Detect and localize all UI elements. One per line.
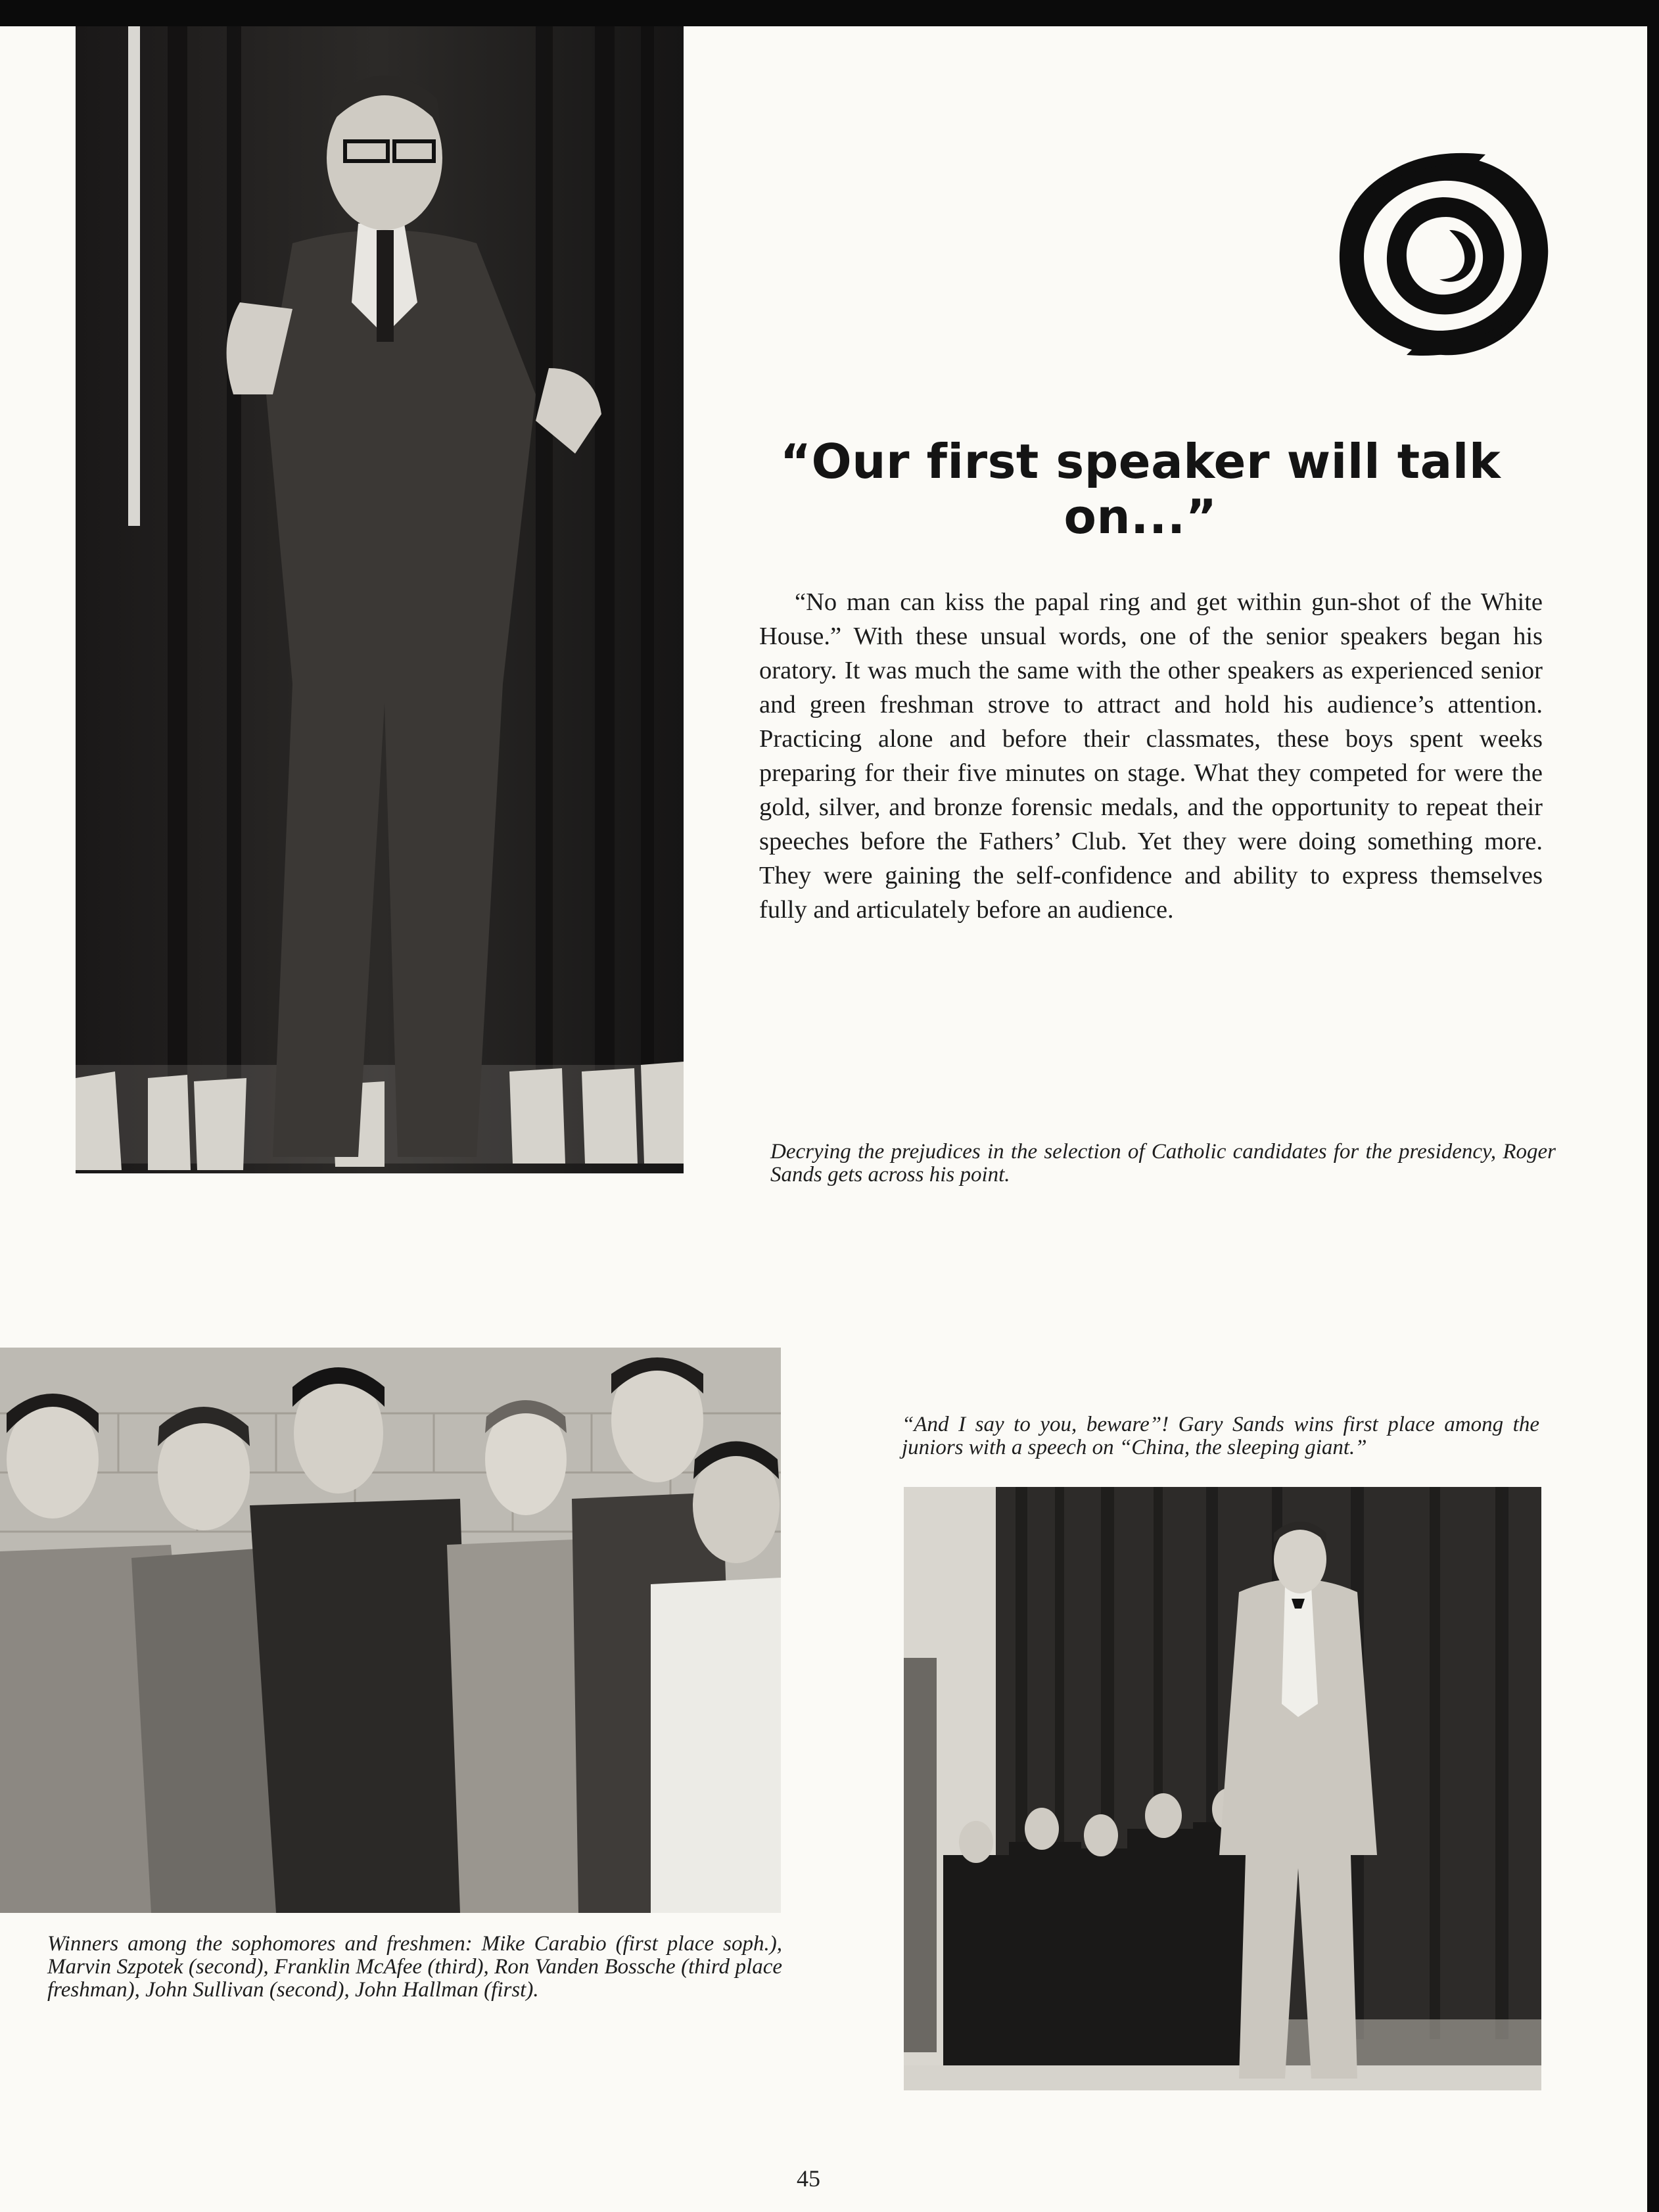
body-paragraph: “No man can kiss the papal ring and get within gun-shot of the White House.” With these unsual words, one of the senior speakers began his oratory. It was much the same with the other speakers as experienced senior and green freshman strove to attract and hold his audience’s attention. Practicing alone and before their classmates, these boys spent weeks preparing for their five minutes on stage. What they competed for were the gold, silver, and bronze forensic medals, and the opportunity to repeat their speeches before the Fathers’ Club. Yet they were doing something more. They were gaining the self-confidence and ability to express themselves fully and articulately before an audience. <box>759 588 1543 924</box>
photo-speaker-main <box>76 26 684 1173</box>
yearbook-page <box>0 26 1647 2212</box>
caption-junior-winner: “And I say to you, beware”! Gary Sands wins first place among the juniors with a speech on “China, the sleeping giant.” <box>902 1413 1539 1459</box>
photo-winners-group <box>0 1348 781 1913</box>
page-number: 45 <box>797 2165 820 2192</box>
caption-winners-group: Winners among the sophomores and freshmen: Mike Carabio (first place soph.), Marvin Szpotek (second), Franklin McAfee (third), Ron Vanden Bossche (third place freshman), John Sullivan (second), John Hallman (first). <box>47 1932 782 2002</box>
photo-junior-winner <box>904 1487 1541 2090</box>
spiral-emblem-icon <box>1334 145 1551 365</box>
page-headline: “Our first speaker will talk on...” <box>780 434 1501 544</box>
caption-speaker-main: Decrying the prejudices in the selection of Catholic candidates for the presidency, Roger Sands gets across his point. <box>770 1140 1556 1187</box>
